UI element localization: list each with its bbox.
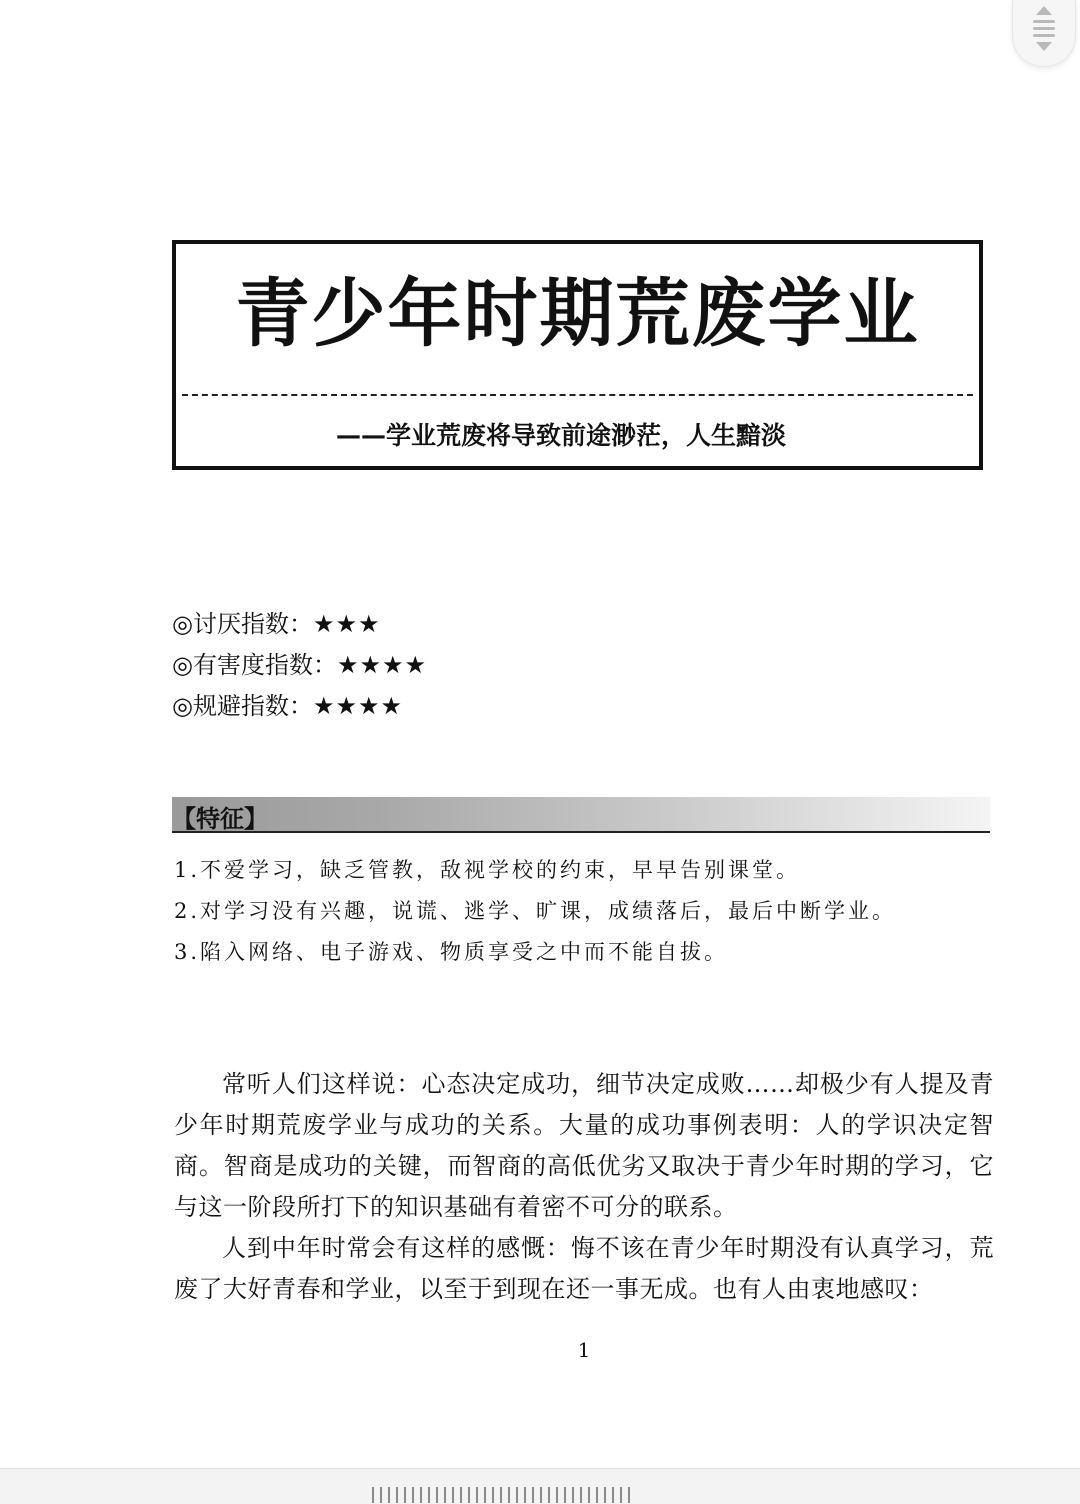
ratings-list [172, 604, 427, 727]
grip-line-icon [1033, 34, 1055, 37]
page-scrubber-ticks[interactable] [372, 1487, 634, 1503]
scroll-up-arrow-icon[interactable] [1036, 6, 1052, 15]
list-item: 2.对学习没有兴趣，说谎、逃学、旷课，成绩落后，最后中断学业。 [174, 899, 897, 923]
rating-stars: ★★★★ [336, 651, 428, 679]
page-scrubber[interactable] [0, 1468, 1080, 1504]
rating-label: ◎有害度指数： [172, 651, 337, 679]
grip-line-icon [1033, 27, 1055, 30]
rating-stars: ★★★★ [312, 692, 404, 720]
rating-stars: ★★★ [312, 610, 381, 638]
rating-row [172, 645, 427, 686]
paragraph: 常听人们这样说：心态决定成功，细节决定成败……却极少有人提及青少年时期荒废学业与成功的关系。大量的成功事例表明：人的学识决定智商。智商是成功的关键，而智商的高低优劣又取决于青少年时期的学习，它与这一阶段所打下的知识基础有着密不可分的联系。 [174, 1070, 994, 1221]
rating-row [172, 604, 427, 645]
title-divider [182, 394, 973, 396]
paragraph: 人到中年时常会有这样的感慨：悔不该在青少年时期没有认真学习，荒废了大好青春和学业，以至于到现在还一事无成。也有人由衷地感叹： [174, 1234, 994, 1303]
chapter-title: 青少年时期荒废学业 [235, 271, 920, 357]
chapter-subtitle: ——学业荒废将导致前途渺茫，人生黯淡 [336, 421, 787, 450]
feature-section-label: 【特征】 [172, 805, 268, 833]
scroll-down-arrow-icon[interactable] [1036, 42, 1052, 51]
rating-label: ◎规避指数： [172, 692, 313, 720]
scroll-handle-icon[interactable] [1012, 0, 1076, 67]
rating-row [172, 686, 427, 727]
body-text [174, 1064, 994, 1310]
feature-section-header [172, 797, 990, 833]
page-number: 1 [577, 1338, 591, 1362]
feature-list [174, 850, 896, 973]
list-item: 1.不爱学习，缺乏管教，敌视学校的约束，早早告别课堂。 [174, 858, 801, 882]
list-item: 3.陷入网络、电子游戏、物质享受之中而不能自拔。 [174, 940, 729, 964]
rating-label: ◎讨厌指数： [172, 610, 313, 638]
grip-line-icon [1033, 20, 1055, 23]
chapter-title-box [172, 240, 983, 470]
